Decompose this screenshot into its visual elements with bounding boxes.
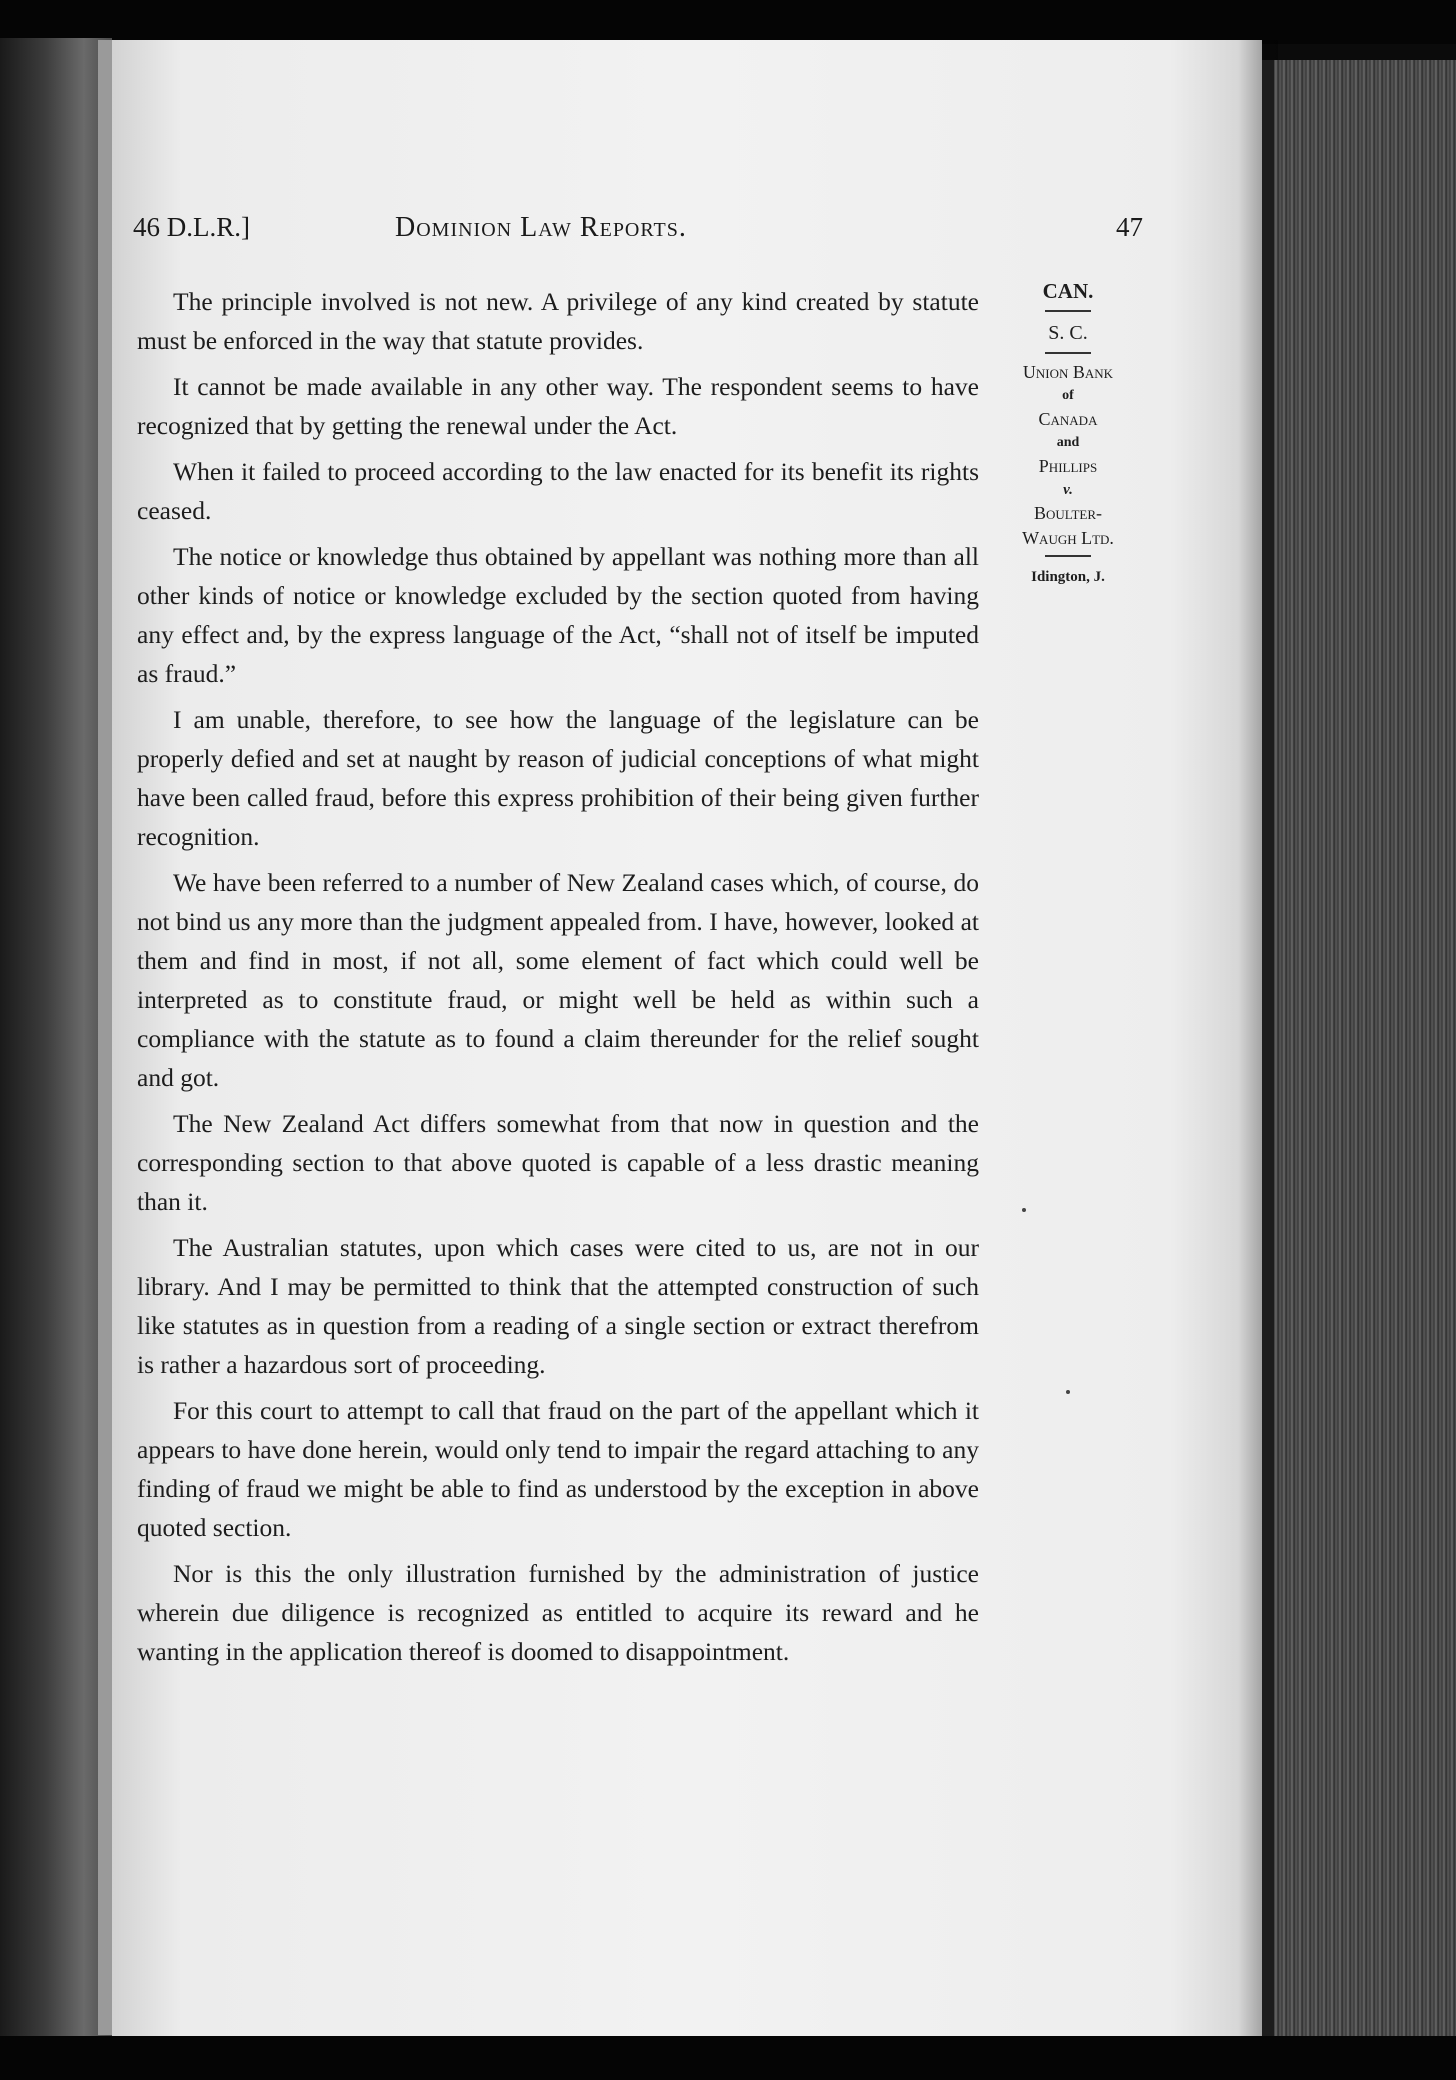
margin-note xyxy=(988,276,1148,591)
case-name-line: Union Bank xyxy=(1022,362,1114,382)
page-stack-shadow xyxy=(1262,60,1274,2040)
reporter-title: Dominion Law Reports. xyxy=(395,212,687,243)
paragraph: The notice or knowledge thus obtained by appellant was nothing more than all other kinds of notice or knowledge excluded by the section quoted from having any effect and, by the express language of the Act, “shall not of itself be imputed as fraud.” xyxy=(137,542,979,688)
page-number: 47 xyxy=(1116,212,1143,242)
paragraph: We have been referred to a number of New Zealand cases which, of course, do not bind us any more than the judgment appealed from. I have, however, looked at them and find in most, if not all, some element of fact which could well be interpreted as to constitute fraud, or might well be held as within such a compliance with the statute as to found a claim thereunder for the relief sought and got. xyxy=(137,868,979,1092)
facing-page-edge xyxy=(0,38,112,2038)
case-name-line: v. xyxy=(1063,482,1073,498)
case-name-line: and xyxy=(1056,435,1080,450)
jurisdiction: CAN. xyxy=(1042,279,1094,303)
divider xyxy=(1045,555,1091,557)
case-name-line: Phillips xyxy=(1038,456,1098,476)
divider xyxy=(1045,352,1091,354)
judge-name: Idington, J. xyxy=(1031,569,1105,585)
ink-speck xyxy=(1022,1208,1026,1212)
case-name-line: of xyxy=(1062,388,1074,403)
scan-bottom-border xyxy=(0,2036,1456,2080)
paragraph: The New Zealand Act differs somewhat from that now in question and the corresponding section to that above quoted is capable of a less drastic meaning than it. xyxy=(137,1109,979,1216)
case-name-line: Canada xyxy=(1038,409,1098,429)
case-name-line: Waugh Ltd. xyxy=(1022,528,1114,548)
judgment-text xyxy=(137,282,979,1678)
scan-top-border xyxy=(0,0,1456,44)
divider xyxy=(1045,310,1091,312)
volume-reference: 46 D.L.R.] xyxy=(133,212,250,242)
ink-speck xyxy=(1066,1390,1070,1394)
running-header xyxy=(133,212,1143,252)
paragraph: For this court to attempt to call that fraud on the part of the appellant which it appears to have done herein, would only tend to impair the regard attaching to any finding of fraud we might be able to find as understood by the exception in above quoted section. xyxy=(137,1396,979,1542)
page-stack-edge xyxy=(1262,60,1456,2040)
paragraph: It cannot be made available in any other way. The respondent seems to have recognized that by getting the renewal under the Act. xyxy=(137,372,979,440)
paragraph: I am unable, therefore, to see how the language of the legislature can be properly defied and set at naught by reason of judicial conceptions of what might have been called fraud, before this express prohibition of their being given further recognition. xyxy=(137,705,979,851)
paragraph: The principle involved is not new. A privilege of any kind created by statute must be enforced in the way that statute provides. xyxy=(137,287,979,355)
paragraph: The Australian statutes, upon which cases were cited to us, are not in our library. And I may be permitted to think that the attempted construction of such like statutes as in question from a reading of a single section or extract therefrom is rather a hazardous sort of proceeding. xyxy=(137,1233,979,1379)
court: S. C. xyxy=(1048,322,1088,344)
paragraph: When it failed to proceed according to the law enacted for its benefit its rights ceased. xyxy=(137,457,979,525)
case-name-line: Boulter- xyxy=(1033,503,1103,523)
facing-page-margin xyxy=(98,40,112,2035)
paragraph: Nor is this the only illustration furnished by the administration of justice wherein due diligence is recognized as entitled to acquire its reward and he wanting in the application thereof is doomed to disappointment. xyxy=(137,1559,979,1666)
